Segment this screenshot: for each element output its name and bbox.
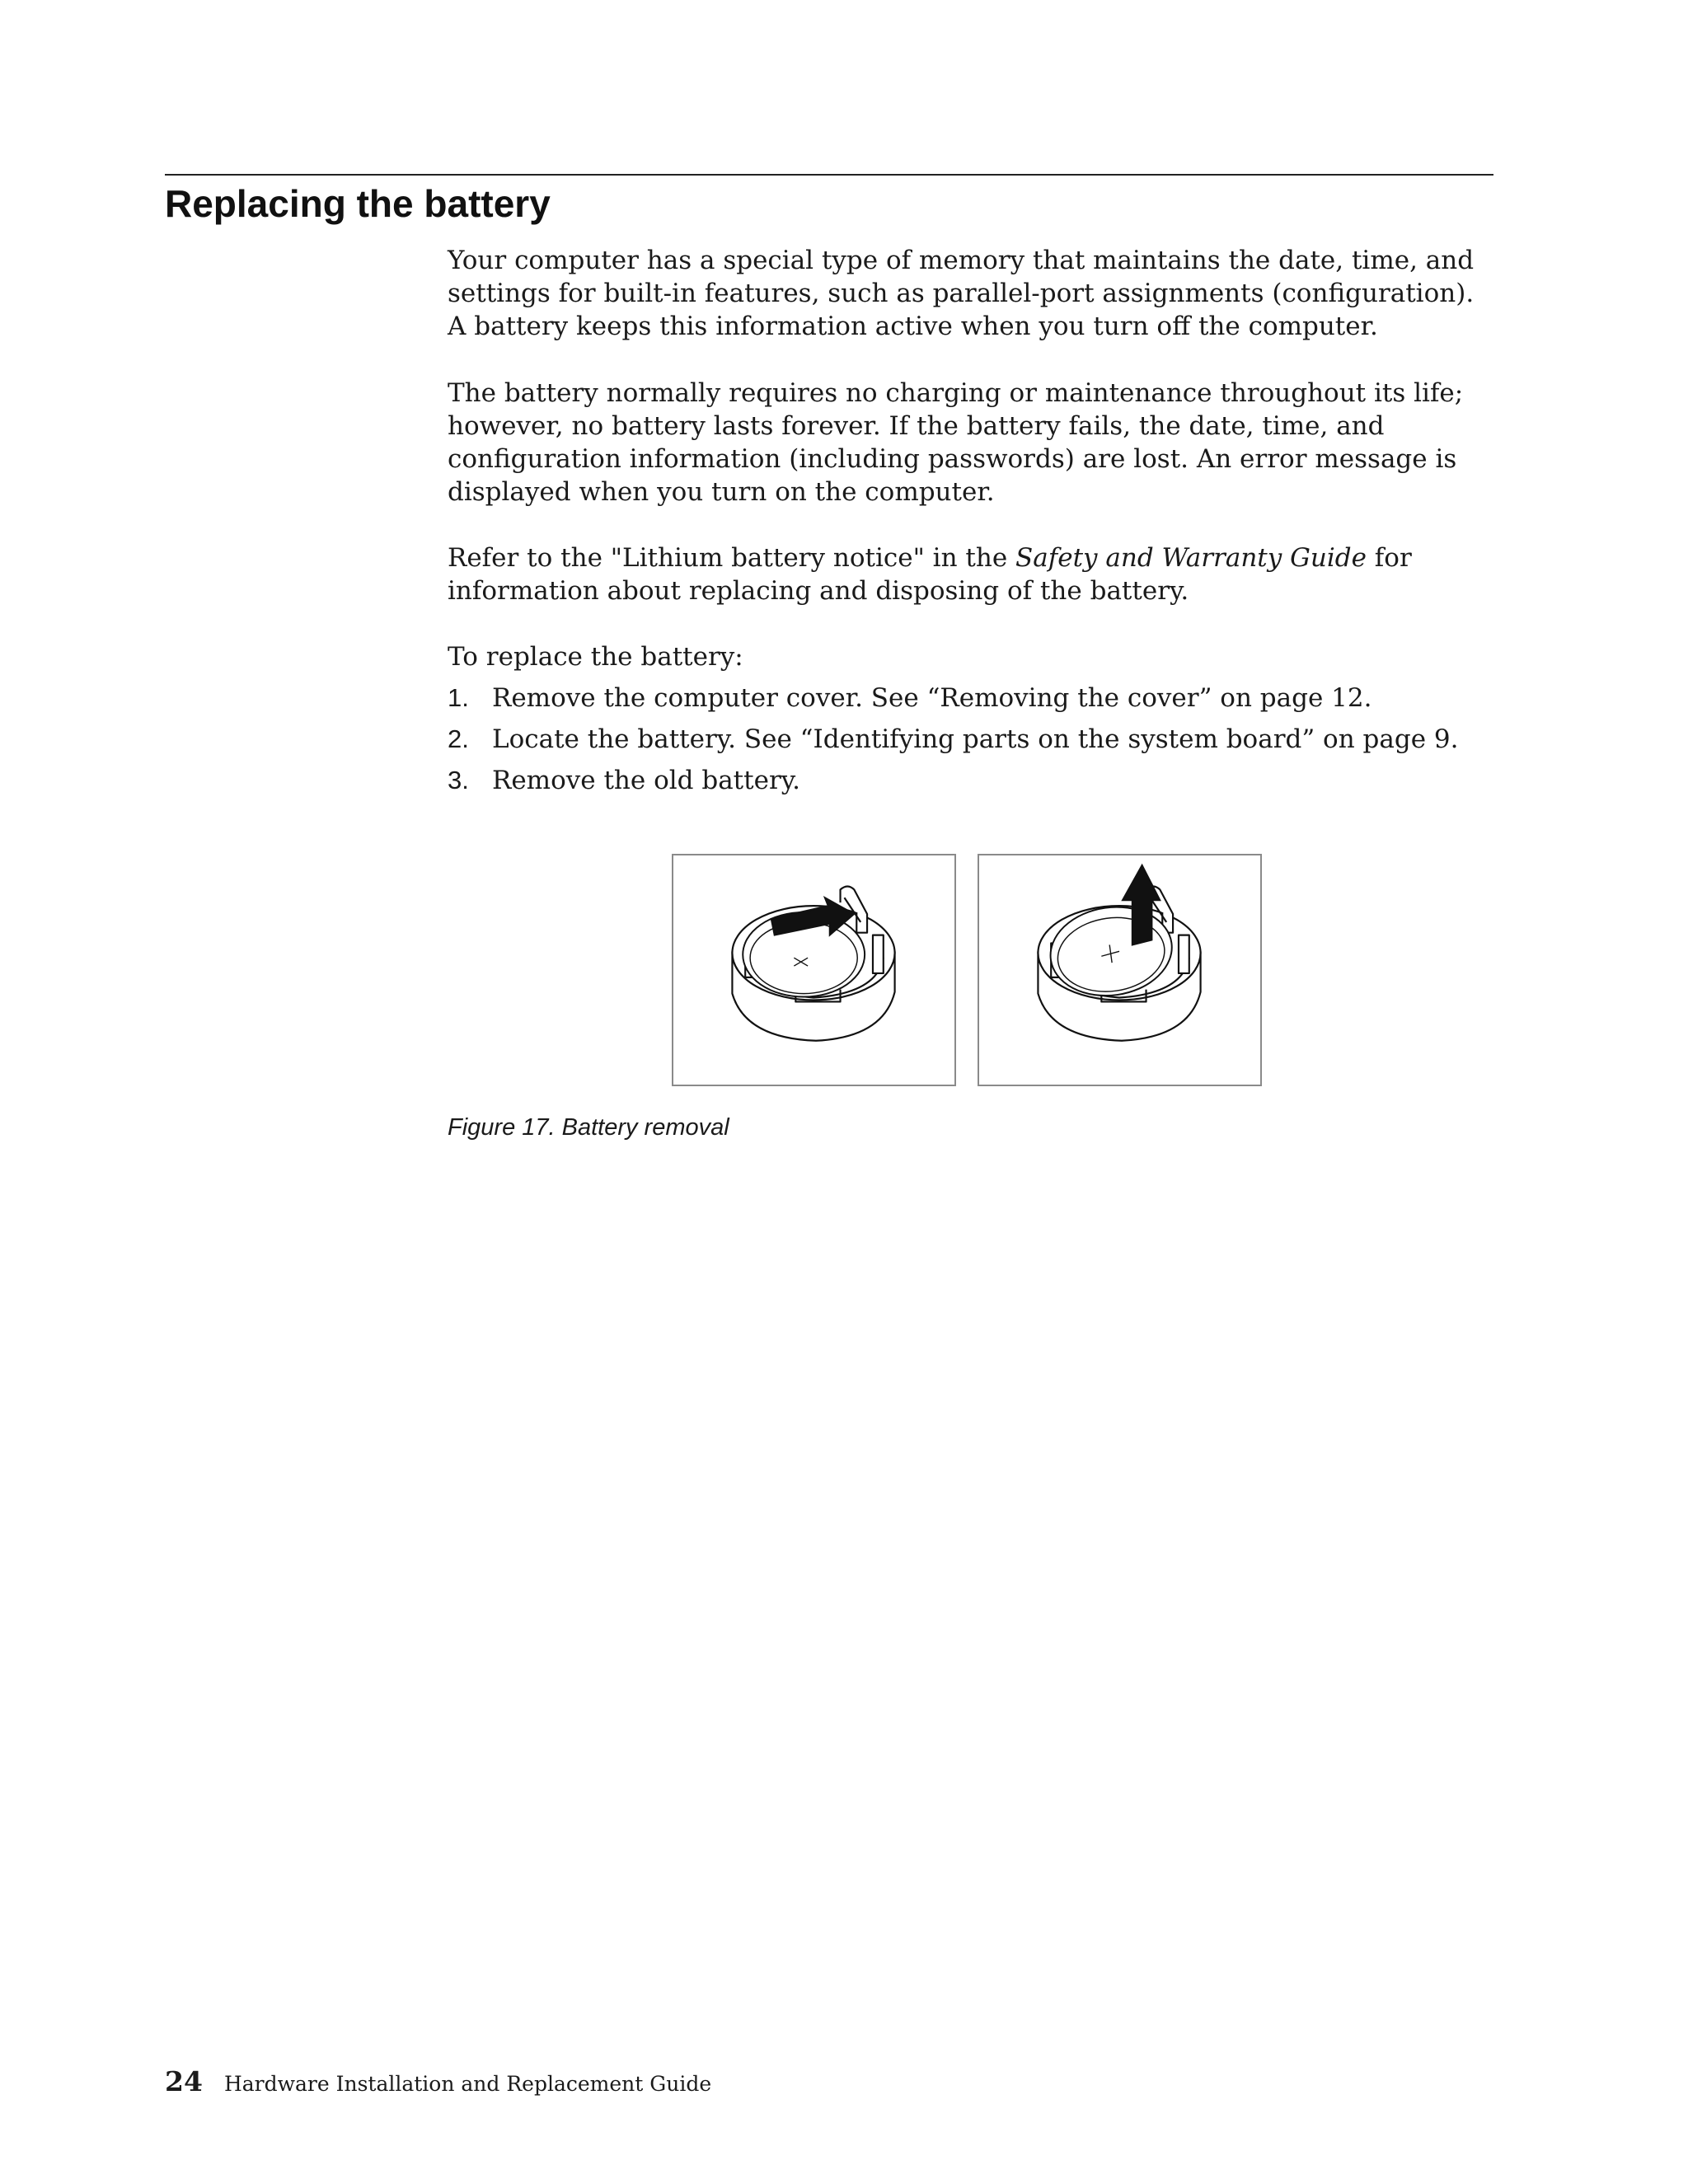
step-text: Locate the battery. See “Identifying parts on the system board” on page 9.: [492, 724, 1459, 754]
battery-holder-lift-drawing: [979, 855, 1260, 1085]
paragraph-safety-reference: [448, 541, 1478, 607]
paragraph-battery-life: [448, 377, 1478, 509]
battery-removal-illustration-push: [672, 854, 956, 1086]
step-list: [448, 682, 1478, 805]
step-item: [448, 764, 1478, 805]
battery-removal-illustration-lift: [978, 854, 1262, 1086]
paragraph-memory-text: Your computer has a special type of memory that maintains the date, time, and settings for built-in features, such as parallel-port assignments (configuration). A battery keeps this information active when you turn off the computer.: [448, 246, 1475, 341]
figure-caption: Figure 17. Battery removal: [448, 1114, 729, 1141]
step-item: [448, 723, 1478, 764]
step-item: [448, 682, 1478, 723]
step-number: 1.: [448, 683, 469, 712]
book-title: Hardware Installation and Replacement Guide: [223, 2072, 712, 2096]
step-text: Remove the computer cover. See “Removing the cover” on page 12.: [492, 683, 1372, 713]
safety-ref-text-after: for information about replacing and disposing of the battery.: [448, 543, 1412, 606]
step-text: Remove the old battery.: [492, 766, 801, 795]
section-rule: [165, 174, 1493, 176]
steps-intro: [448, 640, 1478, 673]
section-title: Replacing the battery: [165, 182, 551, 225]
paragraph-memory: [448, 244, 1478, 343]
steps-intro-text: To replace the battery:: [448, 642, 743, 672]
page-footer: [165, 2065, 711, 2097]
safety-ref-text-before: Refer to the "Lithium battery notice" in the: [448, 543, 1016, 573]
safety-guide-title: Safety and Warranty Guide: [1015, 543, 1367, 573]
paragraph-battery-life-text: The battery normally requires no charging or maintenance throughout its life; however, no battery lasts forever. If the battery fails, the date, time, and configuration information (including passwords) are lost. An error message is displayed when you turn on the computer.: [448, 378, 1464, 507]
battery-holder-push-drawing: [673, 855, 954, 1085]
page-number: 24: [165, 2065, 203, 2097]
step-number: 3.: [448, 766, 469, 794]
step-number: 2.: [448, 724, 469, 753]
